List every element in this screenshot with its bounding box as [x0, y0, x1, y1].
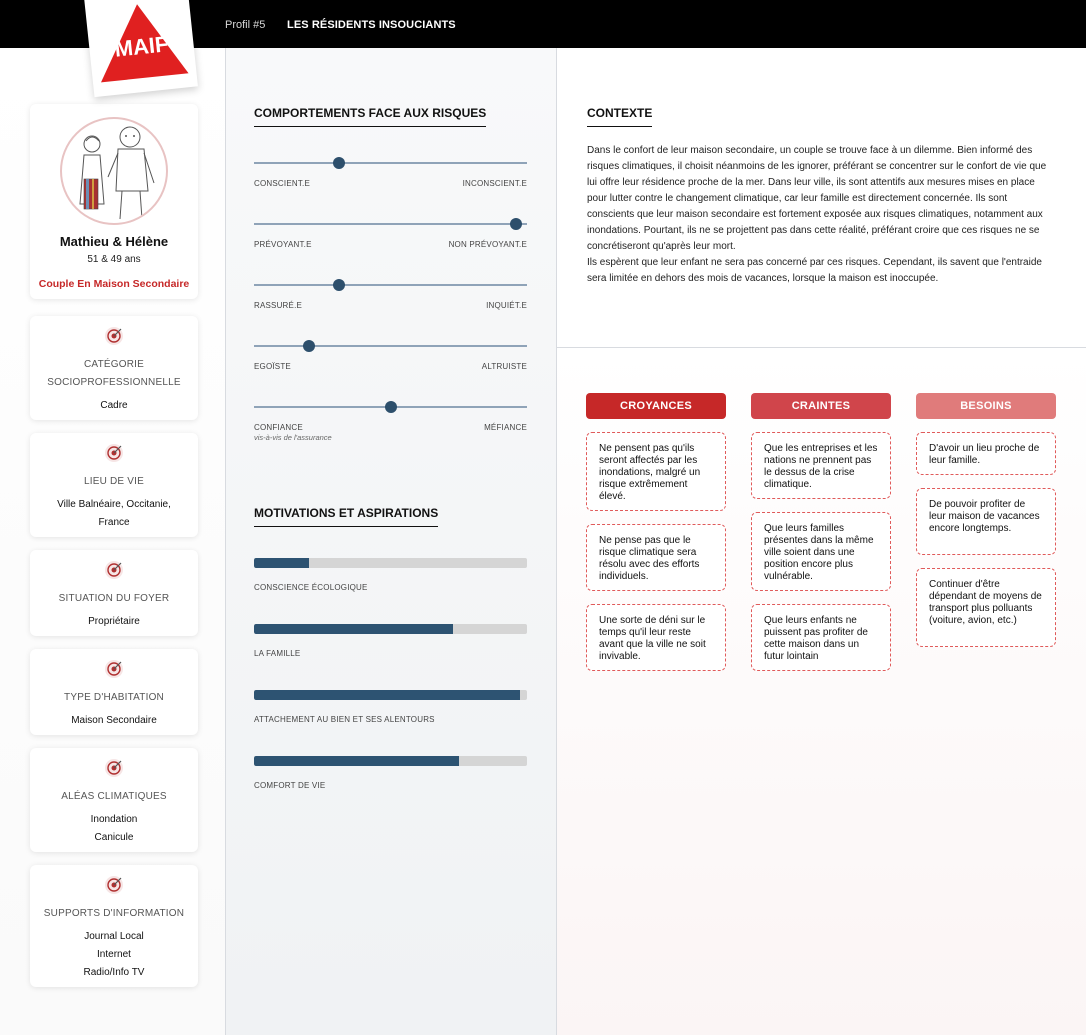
slider-handle[interactable]	[333, 279, 345, 291]
info-card-situation-foyer	[30, 550, 198, 636]
bar-label: LA FAMILLE	[254, 649, 301, 658]
card-value: Radio/Info TV	[83, 967, 145, 978]
profile-title: LES RÉSIDENTS INSOUCIANTS	[287, 19, 456, 31]
slider-track	[254, 223, 527, 225]
target-icon	[104, 560, 124, 580]
bar-track	[254, 558, 527, 568]
card-label: SITUATION DU FOYER	[58, 593, 170, 604]
profile-name: Mathieu & Hélène	[59, 234, 169, 249]
target-icon	[104, 758, 124, 778]
maif-logo[interactable]	[84, 0, 198, 97]
slider-sub-label: vis-à-vis de l'assurance	[254, 433, 332, 442]
slider-left-label: EGOÏSTE	[254, 362, 291, 371]
note-besoin: Continuer d'être dépendant de moyens de transport plus polluants (voiture, avion, etc.)	[916, 568, 1056, 647]
card-value: Maison Secondaire	[71, 715, 157, 726]
slider-handle[interactable]	[510, 218, 522, 230]
target-icon	[104, 443, 124, 463]
slider-left-label: CONSCIENT.E	[254, 179, 310, 188]
column-header-craintes: CRAINTES	[751, 393, 891, 419]
info-card-supports-information	[30, 865, 198, 987]
bar-label: ATTACHEMENT AU BIEN ET SES ALENTOURS	[254, 715, 435, 724]
slider-right-label: INCONSCIENT.E	[462, 179, 527, 188]
bar-label: CONSCIENCE ÉCOLOGIQUE	[254, 583, 368, 592]
slider-left-label: CONFIANCE	[254, 423, 303, 432]
target-icon	[104, 875, 124, 895]
card-value: Internet	[97, 949, 131, 960]
slider-left-label: RASSURÉ.E	[254, 301, 303, 310]
column-header-croyances: CROYANCES	[586, 393, 726, 419]
slider-handle[interactable]	[303, 340, 315, 352]
slider-handle[interactable]	[385, 401, 397, 413]
card-label: LIEU DE VIE	[84, 476, 144, 487]
slider-handle[interactable]	[333, 157, 345, 169]
profile-card	[30, 104, 198, 299]
card-label: TYPE D'HABITATION	[64, 692, 164, 703]
card-value: Ville Balnéaire, Occitanie, France	[57, 499, 171, 528]
slider-track	[254, 345, 527, 347]
target-icon	[104, 659, 124, 679]
bar-track	[254, 690, 527, 700]
note-crainte: Que les entreprises et les nations ne prennent pas le dessus de la crise climatique.	[751, 432, 891, 499]
context-body	[587, 143, 1049, 287]
couple-illustration-icon	[62, 119, 166, 223]
logo-text: MAIF	[113, 31, 170, 62]
middle-column	[225, 48, 557, 1035]
column-header-besoins: BESOINS	[916, 393, 1056, 419]
slider-right-label: NON PRÉVOYANT.E	[448, 240, 527, 249]
info-card-type-habitation	[30, 649, 198, 735]
bar-fill	[254, 756, 459, 766]
bar-fill	[254, 690, 520, 700]
context-paragraph: Ils espèrent que leur enfant ne sera pas concerné par ces risques. Cependant, ils savent que l'entraide sera limitée en dehors des mois de vacances, lorsque la maison est inoccupée.	[587, 257, 1042, 284]
behaviors-title: COMPORTEMENTS FACE AUX RISQUES	[254, 106, 486, 127]
avatar	[60, 117, 168, 225]
slider-track	[254, 284, 527, 286]
slider-left-label: PRÉVOYANT.E	[254, 240, 312, 249]
note-croyance: Une sorte de déni sur le temps qu'il leur reste avant que la ville ne soit invivable.	[586, 604, 726, 671]
card-label: SUPPORTS D'INFORMATION	[43, 908, 185, 919]
note-besoin: De pouvoir profiter de leur maison de vacances encore longtemps.	[916, 488, 1056, 555]
note-crainte: Que leurs familles présentes dans la même ville soient dans une position encore plus vulnérable.	[751, 512, 891, 591]
note-croyance: Ne pensent pas qu'ils seront affectés par les inondations, malgré un risque extrêmement élevé.	[586, 432, 726, 511]
bar-fill	[254, 624, 453, 634]
note-croyance: Ne pense pas que le risque climatique sera résolu avec des efforts individuels.	[586, 524, 726, 591]
slider-right-label: MÉFIANCE	[484, 423, 527, 432]
card-label: ALÉAS CLIMATIQUES	[61, 791, 167, 802]
bar-track	[254, 756, 527, 766]
bar-label: COMFORT DE VIE	[254, 781, 326, 790]
bar-track	[254, 624, 527, 634]
card-value: Cadre	[100, 400, 128, 411]
info-card-csp	[30, 316, 198, 420]
motivations-title: MOTIVATIONS ET ASPIRATIONS	[254, 506, 438, 527]
card-label: CATÉGORIE SOCIOPROFESSIONNELLE	[47, 359, 181, 388]
card-value: Canicule	[94, 832, 134, 843]
target-icon	[104, 326, 124, 346]
bar-fill	[254, 558, 309, 568]
profile-number: Profil #5	[225, 19, 266, 31]
context-title: CONTEXTE	[587, 106, 652, 127]
slider-right-label: ALTRUISTE	[481, 362, 527, 371]
card-value: Propriétaire	[88, 616, 140, 627]
context-paragraph: Dans le confort de leur maison secondaire, un couple se trouve face à un dilemme. Bien informé des risques climatiques, il choisit néanmoins de les ignorer, préférant se concentrer sur le confort de vie que lui offre leur résidence proche de la mer. Dans leur ville, ils sont attentifs aux mesures mises en place pour lutter contre le changement climatique, car leur famille est directement concernée. Ils sont conscients que leur maison secondaire est fortement exposée aux risques climatiques, notamment aux inondations. Pourtant, ils ne se projettent pas dans cette réalité, préférant croire que ces risques ne se concrétiseront qu'après leur mort.	[587, 145, 1047, 252]
profile-age: 51 & 49 ans	[87, 254, 141, 265]
slider-right-label: INQUIÉT.E	[486, 301, 527, 310]
profile-role: Couple En Maison Secondaire	[38, 278, 190, 290]
card-value: Journal Local	[84, 931, 144, 942]
note-crainte: Que leurs enfants ne puissent pas profiter de cette maison dans un futur lointain	[751, 604, 891, 671]
card-value: Inondation	[90, 814, 138, 825]
info-card-lieu-de-vie	[30, 433, 198, 537]
slider-track	[254, 162, 527, 164]
note-besoin: D'avoir un lieu proche de leur famille.	[916, 432, 1056, 475]
info-card-aleas-climatiques	[30, 748, 198, 852]
